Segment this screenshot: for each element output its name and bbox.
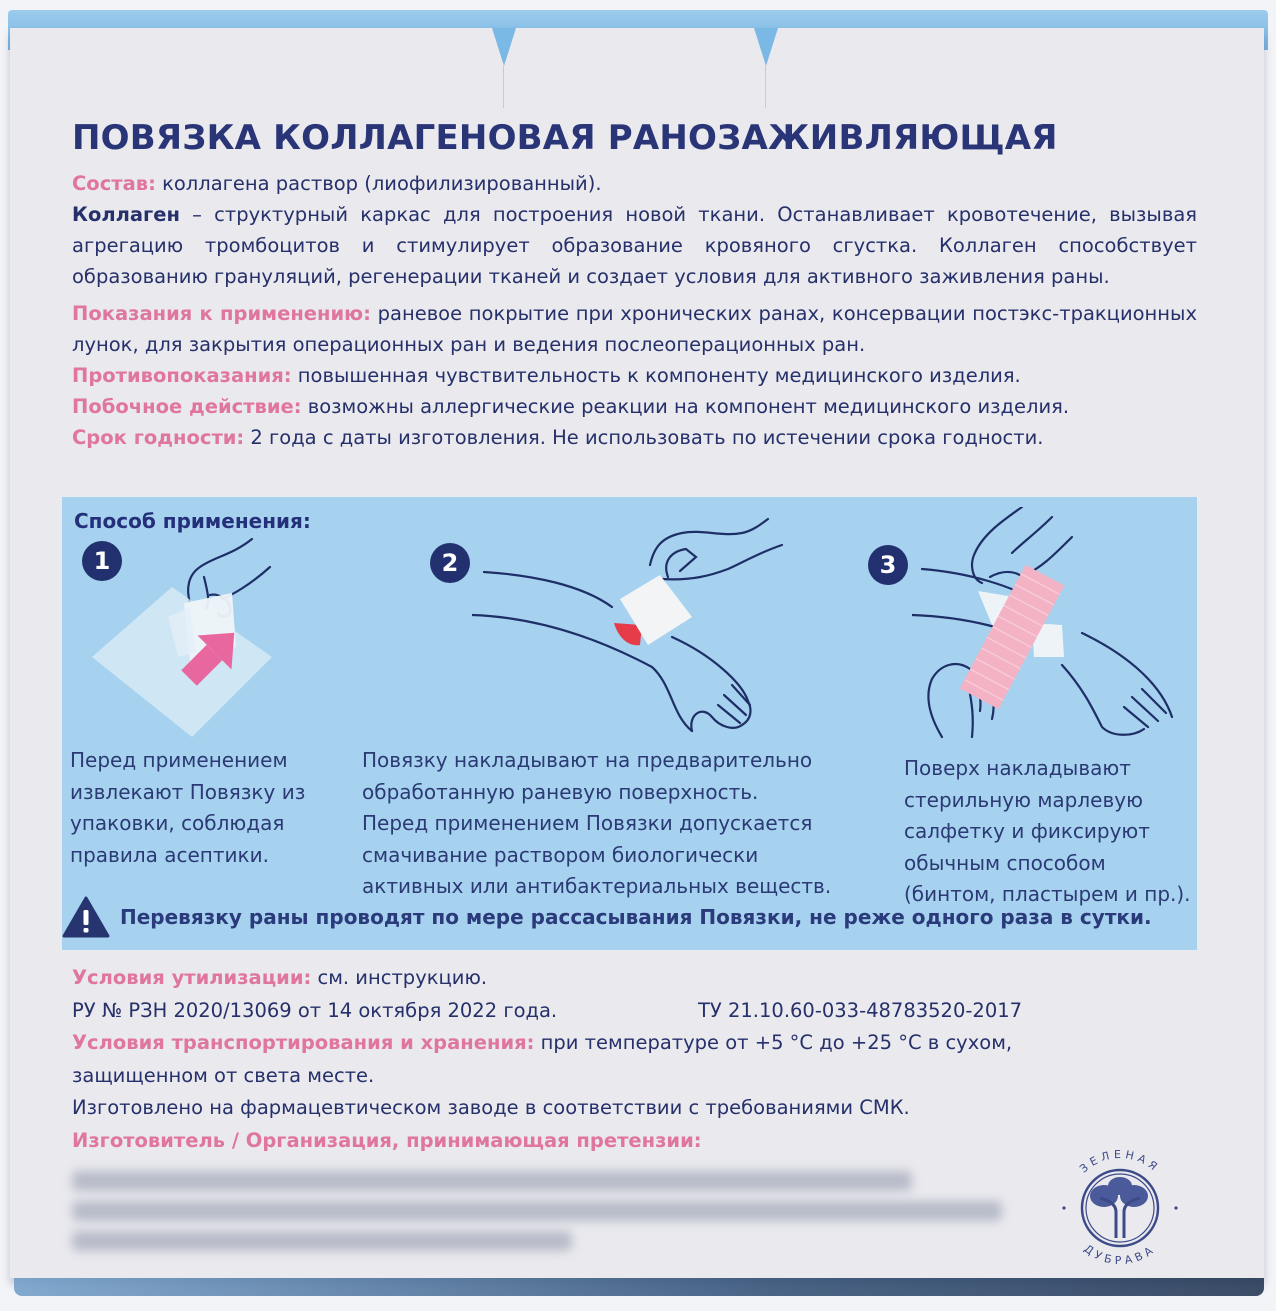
- warning-line: [62, 895, 1152, 939]
- storage-label: Условия транспортирования и хранения:: [72, 1031, 535, 1054]
- composition-text: коллагена раствор (лиофилизированный).: [155, 172, 602, 195]
- logo-top-text: ЗЕЛЕНАЯ: [1077, 1147, 1163, 1176]
- storage-line: [72, 1027, 1072, 1092]
- footer-info: [72, 962, 1197, 1261]
- storage-text: при температуре от +5 °С до +25 °С в сухом, защищенном от света месте.: [72, 1031, 1013, 1087]
- disposal-text: см. инструкцию.: [311, 966, 488, 989]
- step-3-number: 3: [868, 545, 908, 585]
- side-effects-line: [72, 391, 1197, 422]
- flap-cut-right: [765, 66, 766, 108]
- step-3-text: Поверх накладывают стерильную марлевую салфетку и фиксируют обычным способом (бинтом, пластырем и пр.).: [904, 756, 1191, 906]
- zelenaya-dubrava-logo-icon: [1052, 1140, 1188, 1276]
- collagen-text: – структурный каркас для построения новой ткани. Останавливает кровотечение, вызывая агрегацию тромбоцитов и стимулирует образование кровяного сгустка. Коллаген способствует образованию грануляций, регенерации тканей и создает условия для активного заживления раны.: [72, 203, 1197, 288]
- step-2-illustration-icon: [472, 505, 802, 745]
- disposal-label: Условия утилизации:: [72, 966, 312, 989]
- registration-number: РУ № РЗН 2020/13069 от 14 октября 2022 года.: [72, 998, 558, 1022]
- side-effects-label: Побочное действие:: [72, 395, 302, 418]
- indications-text: раневое покрытие при хронических ранах, консервации постэкс-тракционных лунок, для закрытия операционных ран и ведения послеоперационных ран.: [72, 302, 1197, 356]
- shelf-life-label: Срок годности:: [72, 426, 245, 449]
- disposal-line: [72, 962, 1197, 995]
- contraindications-text: повышенная чувствительность к компоненту медицинского изделия.: [291, 364, 1021, 387]
- composition-label: Состав:: [72, 172, 156, 195]
- box-bottom-edge: [14, 1278, 1264, 1296]
- warning-triangle-icon: [62, 895, 110, 939]
- step-1-illustration-icon: [82, 537, 322, 737]
- step-2-number: 2: [430, 543, 470, 583]
- manufacturer-line: [72, 1125, 1197, 1158]
- shelf-life-line: [72, 422, 1197, 453]
- registration-line: [72, 995, 1197, 1028]
- composition-line: [72, 168, 1197, 199]
- flap-notch-right: [754, 28, 778, 66]
- collagen-description: [72, 199, 1197, 292]
- indications-label: Показания к применению:: [72, 302, 371, 325]
- flap-cut-left: [503, 66, 504, 108]
- manufacturer-address-redacted: [72, 1157, 1197, 1251]
- step-1-number: 1: [82, 541, 122, 581]
- contraindications-label: Противопоказания:: [72, 364, 292, 387]
- tu-number: ТУ 21.10.60-033-48783520-2017: [698, 998, 1023, 1022]
- usage-title: Способ применения:: [74, 509, 311, 533]
- step-2-text: Повязку накладывают на предварительно обработанную раневую поверхность. Перед применением Повязки допускается смачивание раствором биологически активных или антибактериальных веществ.: [362, 748, 832, 898]
- product-title: ПОВЯЗКА КОЛЛАГЕНОВАЯ РАНОЗАЖИВЛЯЮЩАЯ: [72, 118, 1058, 158]
- usage-panel: [62, 497, 1197, 950]
- step-3-illustration-icon: [912, 507, 1192, 747]
- warning-text: Перевязку раны проводят по мере рассасывания Повязки, не реже одного раза в сутки.: [120, 905, 1152, 929]
- contraindications-line: [72, 360, 1197, 391]
- manufacturer-label: Изготовитель / Организация, принимающая претензии:: [72, 1128, 702, 1152]
- manufactured-line: Изготовлено на фармацевтическом заводе в соответствии с требованиями СМК.: [72, 1096, 910, 1119]
- logo-bottom-text: ДУБРАВА: [1081, 1241, 1159, 1268]
- collagen-label: Коллаген: [72, 203, 180, 226]
- step-1-text: Перед применением извлекают Повязку из упаковки, соблюдая правила асептики.: [70, 748, 306, 867]
- product-info: [72, 118, 1197, 453]
- flap-notch-left: [492, 28, 516, 66]
- shelf-life-text: 2 года с даты изготовления. Не использовать по истечении срока годности.: [244, 426, 1044, 449]
- indications-line: [72, 298, 1197, 360]
- side-effects-text: возможны аллергические реакции на компонент медицинского изделия.: [301, 395, 1070, 418]
- svg-text:ЗЕЛЕНАЯ: [1077, 1148, 1163, 1176]
